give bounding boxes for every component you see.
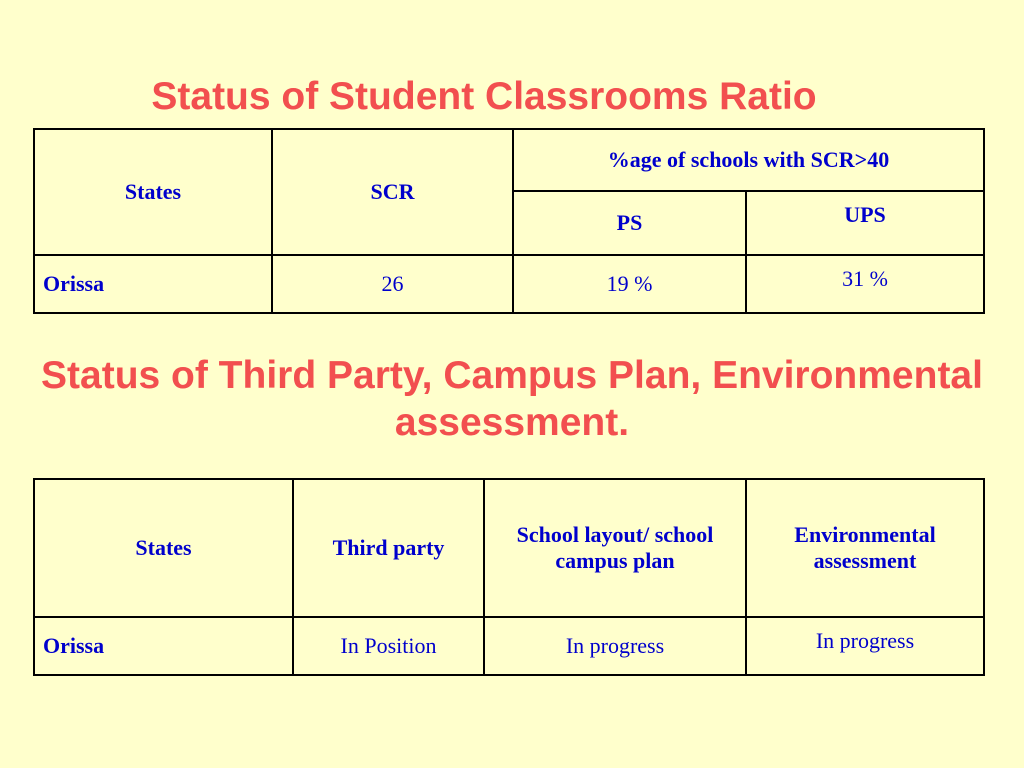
cell-ups: 31 % — [746, 255, 984, 313]
header-ps: PS — [513, 191, 746, 255]
header-scr: SCR — [272, 129, 513, 255]
slide-title-scr: Status of Student Classrooms Ratio — [151, 75, 817, 118]
header-school-layout: School layout/ school campus plan — [484, 479, 746, 617]
cell-environmental-assessment: In progress — [746, 617, 984, 675]
table-header-row — [34, 129, 984, 191]
cell-state: Orissa — [34, 617, 293, 675]
header-environmental-assessment: Environmental assessment — [746, 479, 984, 617]
header-schools-scr-over-40: %age of schools with SCR>40 — [513, 129, 984, 191]
table-row — [34, 617, 984, 675]
cell-third-party: In Position — [293, 617, 484, 675]
slide-title-third-party: Status of Third Party, Campus Plan, Environmental assessment. — [41, 354, 983, 444]
table-row — [34, 255, 984, 313]
third-party-table — [33, 478, 985, 676]
header-third-party: Third party — [293, 479, 484, 617]
cell-school-layout: In progress — [484, 617, 746, 675]
table-header-row — [34, 479, 984, 617]
header-ups: UPS — [746, 191, 984, 255]
cell-ps: 19 % — [513, 255, 746, 313]
cell-scr: 26 — [272, 255, 513, 313]
scr-table — [33, 128, 985, 314]
cell-state: Orissa — [34, 255, 272, 313]
header-states: States — [34, 129, 272, 255]
header-states: States — [34, 479, 293, 617]
